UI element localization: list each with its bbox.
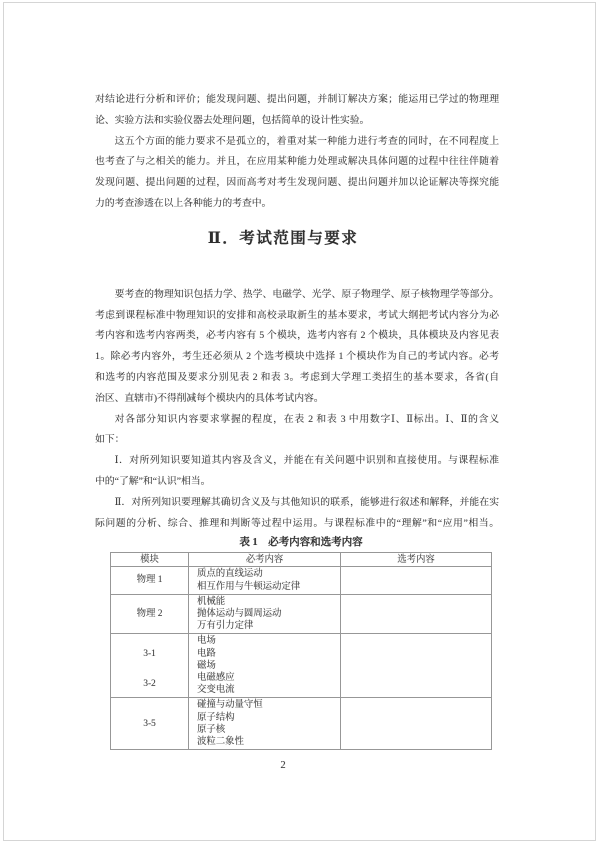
module-label: 3-2 [143, 679, 156, 690]
section-heading: Ⅱ．考试范围与要求 [207, 229, 359, 247]
required-content-cell [189, 634, 341, 697]
content-item: 交变电流 [197, 685, 235, 696]
module-label: 3-5 [143, 718, 156, 729]
paragraph-line: 这五个方面的能力要求不是孤立的，着重对某一种能力进行考查的同时，在不同程度上 [114, 135, 499, 147]
content-item: 波粒二象性 [197, 736, 244, 747]
paragraph-line: 1。除必考内容外，考生还必须从 2 个选考模块中选择 1 个模块作为自己的考试内容。必考 [95, 351, 499, 363]
paragraph-line: 发现问题、提出问题的过程，因而高考对考生发现问题、提出问题并加以论证解决等探究能 [95, 177, 499, 189]
content-item: 电路 [197, 648, 216, 659]
content-item: 质点的直线运动 [197, 569, 263, 580]
section-paragraphs [95, 285, 499, 535]
body-paragraph [95, 132, 499, 215]
table-row-group [111, 633, 491, 697]
content-item: 机械能 [197, 596, 226, 607]
content-item: 碰撞与动量守恒 [197, 700, 263, 711]
module-cell [111, 595, 189, 634]
content-item: 相互作用与牛顿运动定律 [197, 581, 301, 592]
paragraph-line: 和选考的内容范围及要求分别见表 2 和表 3。考虑到大学理工类招生的基本要求，各省(自 [95, 371, 499, 383]
table-title: 表 1 必考内容和选考内容 [239, 537, 363, 549]
optional-content-cell [341, 595, 491, 634]
content-item: 电磁感应 [197, 672, 235, 683]
paragraph-line: 要考查的物理知识包括力学、热学、电磁学、光学、原子物理学、原子核物理学等部分。 [114, 288, 499, 300]
page-number: 2 [280, 760, 286, 772]
content-item: 原子结构 [197, 712, 235, 723]
paragraph-line: 际问题的分析、综合、推理和判断等过程中运用。与课程标准中的“理解”和“应用”相当。 [95, 517, 499, 529]
module-cell [111, 634, 189, 697]
body-paragraph [95, 285, 499, 410]
paragraph-line: 考虑到课程标准中物理知识的安排和高校录取新生的基本要求，考试大纲把考试内容分为必 [95, 309, 499, 321]
optional-content-cell [341, 634, 491, 697]
content-item: 抛体运动与圆周运动 [197, 608, 282, 619]
required-content-cell [189, 595, 341, 634]
module-cell [111, 567, 189, 593]
paragraph-line: 对各部分知识内容要求掌握的程度，在表 2 和表 3 中用数字Ⅰ、Ⅱ标出。Ⅰ、Ⅱ的含义 [114, 413, 499, 425]
table-row-group [111, 594, 491, 634]
paragraph-line: 如下： [95, 434, 125, 446]
paragraph-line: 也考查了与之相关的能力。并且，在应用某种能力处理或解决具体问题的过程中往往伴随着 [95, 156, 499, 168]
paragraph-line: 论、实验方法和实验仪器去处理问题，包括简单的设计性实验。 [95, 114, 370, 126]
paragraph-line: 对结论进行分析和评价；能发现问题、提出问题，并制订解决方案；能运用已学过的物理理 [95, 94, 499, 105]
intro-paragraphs [95, 90, 499, 215]
content-item: 万有引力定律 [197, 621, 254, 632]
header-cell-module: 模块 [111, 553, 189, 566]
optional-content-cell [341, 567, 491, 593]
paragraph-line: 力的考查渗透在以上各种能力的考查中。 [95, 197, 272, 209]
content-table [110, 552, 492, 750]
paragraph-line: 中的“了解”和“认识”相当。 [95, 475, 211, 487]
required-content-cell [189, 698, 341, 749]
paragraph-line: Ⅰ．对所列知识要知道其内容及含义，并能在有关问题中识别和直接使用。与课程标准 [114, 455, 499, 467]
body-paragraph [95, 493, 499, 535]
body-paragraph [95, 410, 499, 452]
optional-content-cell [341, 698, 491, 749]
paragraph-line: 考内容和选考内容两类，必考内容有 5 个模块，选考内容有 2 个模块，具体模块及内容见表 [95, 330, 499, 342]
module-cell [111, 698, 189, 749]
body-paragraph [95, 451, 499, 493]
module-label: 物理 2 [136, 608, 163, 619]
content-item: 原子核 [197, 724, 226, 735]
content-item: 磁场 [197, 660, 216, 671]
header-cell-optional: 选考内容 [397, 554, 435, 565]
module-label: 物理 1 [136, 575, 163, 586]
header-cell-required: 必考内容 [189, 553, 341, 566]
table-row-group [111, 697, 491, 749]
paragraph-line: Ⅱ．对所列知识要理解其确切含义及与其他知识的联系，能够进行叙述和解释，并能在实 [114, 496, 499, 508]
page-content [95, 90, 499, 777]
module-label: 3-1 [143, 648, 156, 659]
table-header-row [111, 553, 491, 566]
body-paragraph [95, 90, 499, 132]
table-row-group [111, 566, 491, 593]
required-content-cell [189, 567, 341, 593]
content-item: 电场 [197, 636, 216, 647]
paragraph-line: 治区、直辖市)不得削减每个模块内的具体考试内容。 [95, 392, 324, 404]
